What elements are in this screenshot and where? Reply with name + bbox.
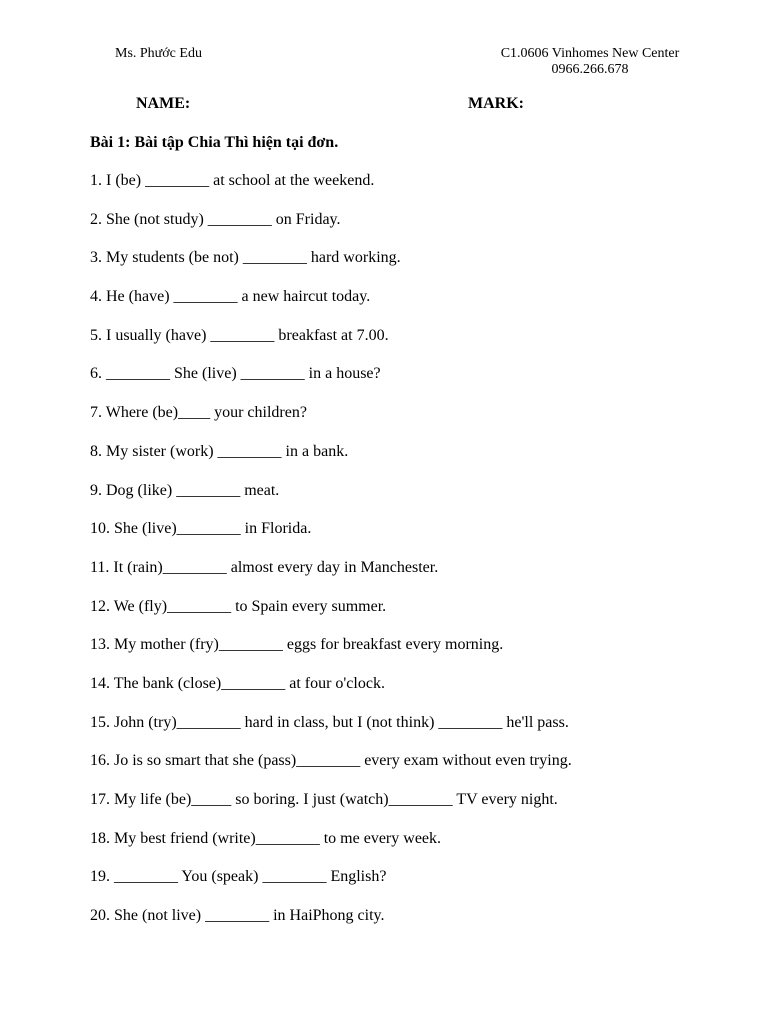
question-item: 17. My life (be)_____ so boring. I just (watch)________ TV every night. — [90, 791, 558, 808]
question-item: 1. I (be) ________ at school at the weekend. — [90, 172, 375, 189]
mark-label: MARK: — [468, 95, 524, 112]
question-item: 8. My sister (work) ________ in a bank. — [90, 442, 349, 460]
question-item: 9. Dog (like) ________ meat. — [90, 481, 280, 499]
question-item: 12. We (fly)________ to Spain every summer. — [90, 597, 387, 615]
question-item: 19. ________ You (speak) ________ English? — [90, 868, 387, 886]
question-list — [90, 172, 730, 946]
question-item: 2. She (not study) ________ on Friday. — [90, 210, 341, 228]
question-item: 10. She (live)________ in Florida. — [90, 520, 312, 538]
name-label: NAME: — [136, 95, 191, 112]
question-item: 18. My best friend (write)________ to me every week. — [90, 829, 442, 847]
phone-line: 0966.266.678 — [551, 62, 629, 77]
question-item: 4. He (have) ________ a new haircut today. — [90, 288, 371, 306]
address-line: C1.0606 Vinhomes New Center — [500, 46, 680, 61]
question-item: 20. She (not live) ________ in HaiPhong city. — [90, 907, 385, 925]
question-item: 15. John (try)________ hard in class, but I (not think) ________ he'll pass. — [90, 713, 569, 731]
exercise-title: Bài 1: Bài tập Chia Thì hiện tại đơn. — [90, 134, 339, 151]
contact-block — [470, 46, 710, 78]
question-item: 3. My students (be not) ________ hard working. — [90, 249, 401, 267]
question-item: 16. Jo is so smart that she (pass)________ every exam without even trying. — [90, 752, 572, 770]
question-item: 5. I usually (have) ________ breakfast at 7.00. — [90, 326, 389, 344]
question-item: 7. Where (be)____ your children? — [90, 404, 307, 422]
question-item: 14. The bank (close)________ at four o'clock. — [90, 674, 385, 692]
question-item: 13. My mother (fry)________ eggs for breakfast every morning. — [90, 636, 504, 654]
question-item: 11. It (rain)________ almost every day in Manchester. — [90, 558, 439, 576]
question-item: 6. ________ She (live) ________ in a house? — [90, 365, 381, 383]
author-name: Ms. Phước Edu — [115, 46, 202, 61]
